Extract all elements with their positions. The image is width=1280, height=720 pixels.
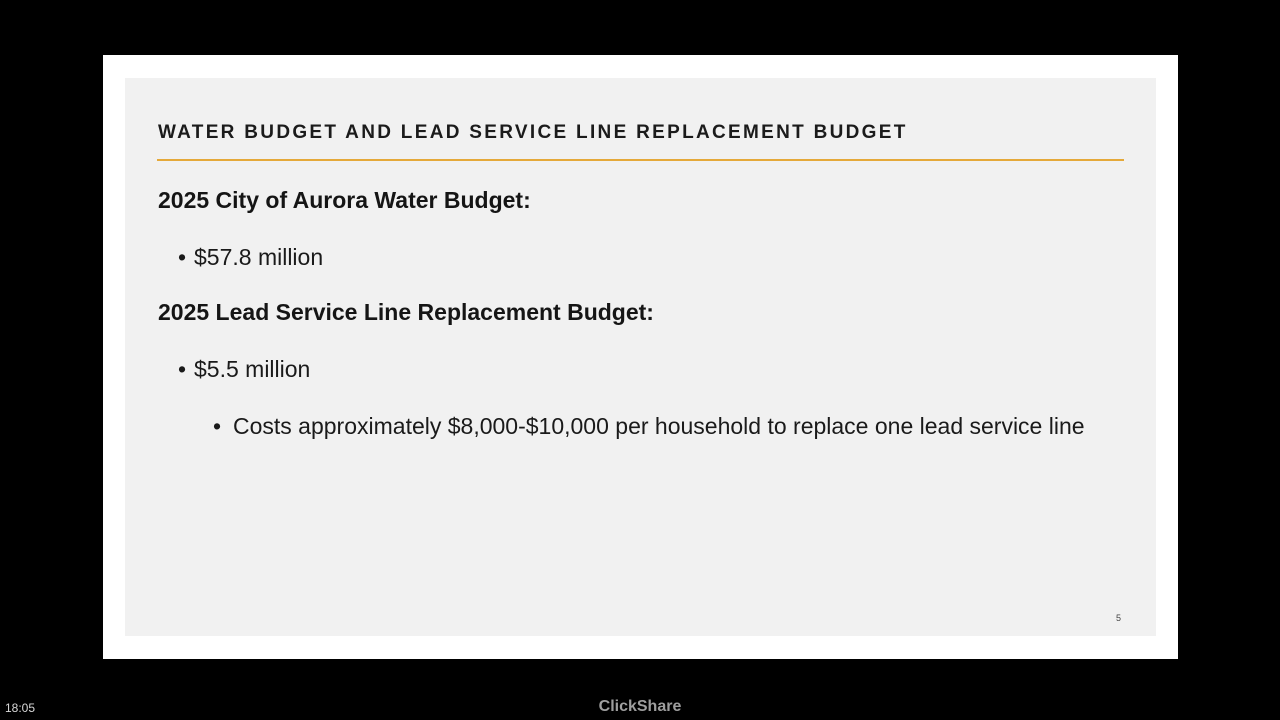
lead-line-budget-bullet: [178, 356, 310, 383]
shared-screen-frame: [103, 55, 1178, 659]
lead-line-budget-amount: $5.5 million: [194, 356, 311, 382]
cost-per-household-text: Costs approximately $8,000-$10,000 per household to replace one lead service line: [233, 413, 1085, 439]
slide-page-number: 5: [1115, 613, 1121, 623]
water-budget-amount: $57.8 million: [194, 244, 324, 270]
water-budget-bullet: [178, 244, 323, 271]
cost-per-household-bullet: [213, 411, 1133, 441]
bullet-dot: •: [178, 356, 187, 382]
clock-display: 18:05: [5, 701, 36, 715]
water-budget-heading: 2025 City of Aurora Water Budget:: [158, 187, 531, 213]
title-underline: [157, 159, 1124, 161]
lead-line-budget-heading: 2025 Lead Service Line Replacement Budget:: [158, 299, 654, 325]
presentation-slide: [125, 78, 1156, 636]
clickshare-brand-label: ClickShare: [598, 698, 682, 715]
bullet-dot: •: [213, 413, 222, 439]
slide-title: WATER BUDGET AND LEAD SERVICE LINE REPLACEMENT BUDGET: [158, 122, 908, 143]
bullet-dot: •: [178, 244, 187, 270]
